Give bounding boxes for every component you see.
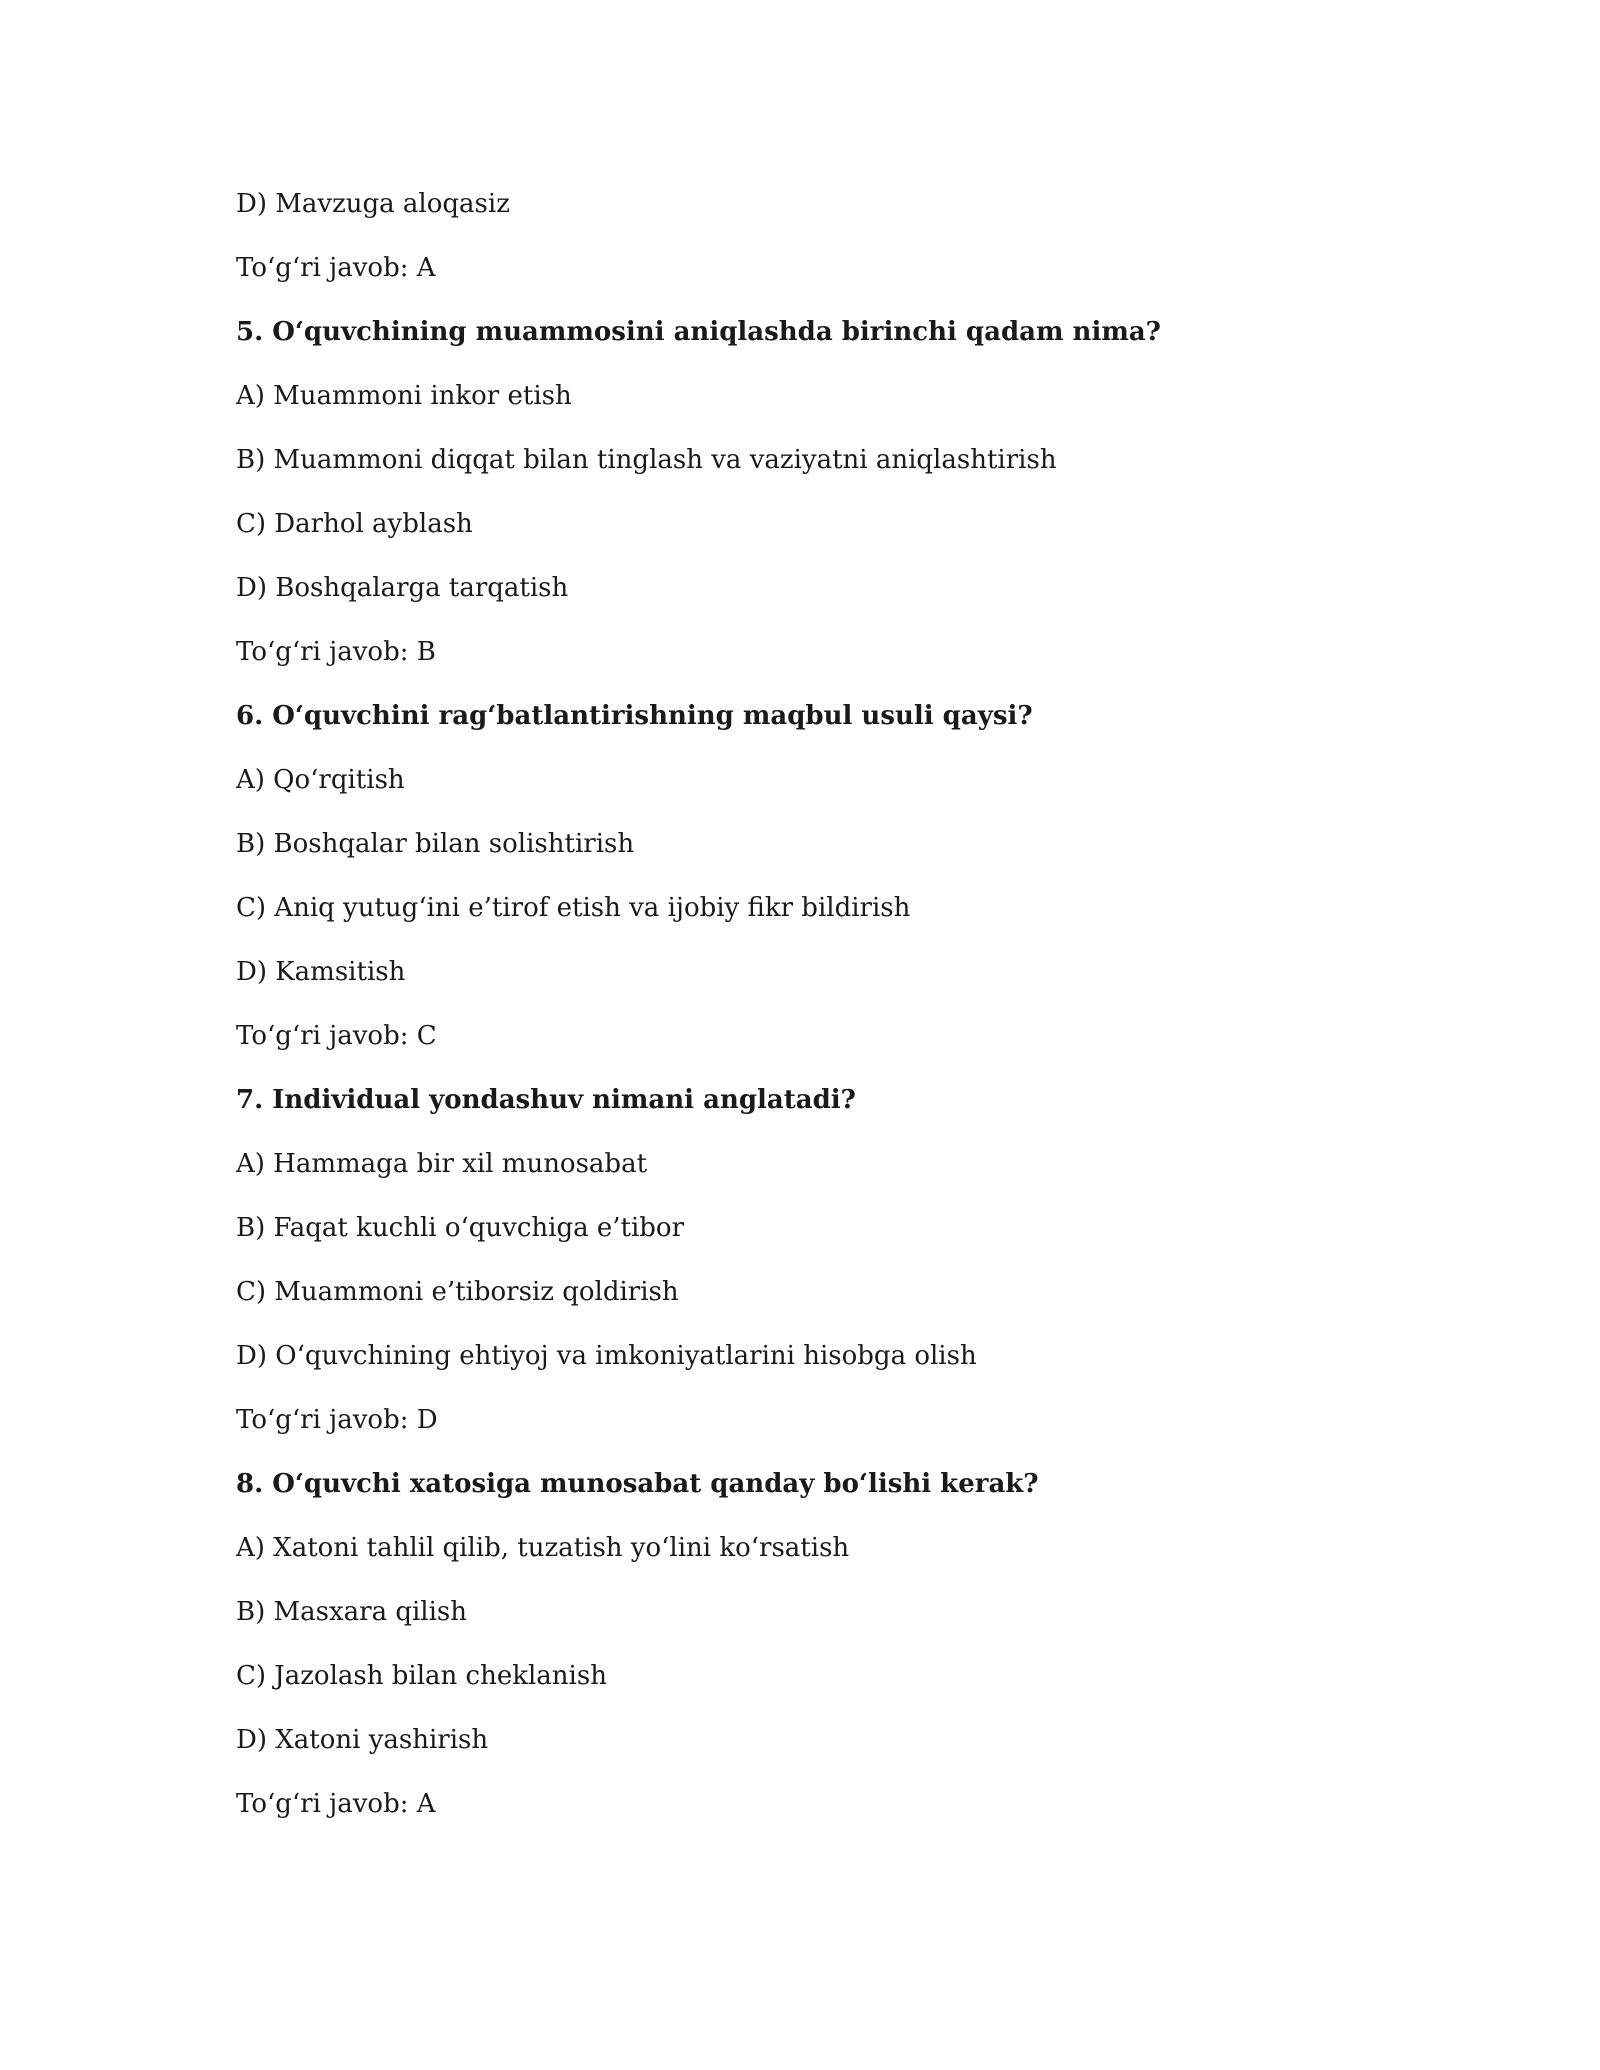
option-line: A) Qo‘rqitish [236, 765, 405, 795]
option-line: C) Aniq yutug‘ini e’tirof etish va ijobiy fikr bildirish [236, 893, 911, 923]
option-line: C) Jazolash bilan cheklanish [236, 1661, 607, 1691]
option-line: B) Masxara qilish [236, 1597, 468, 1627]
answer-line: To‘g‘ri javob: D [236, 1405, 438, 1435]
option-line: C) Muammoni e’tiborsiz qoldirish [236, 1277, 679, 1307]
question-heading: 8. O‘quvchi xatosiga munosabat qanday bo‘lishi kerak? [236, 1469, 1039, 1499]
option-line: B) Boshqalar bilan solishtirish [236, 829, 635, 859]
option-line: D) Xatoni yashirish [236, 1725, 489, 1755]
option-line: A) Hammaga bir xil munosabat [236, 1149, 648, 1179]
option-line: D) Mavzuga aloqasiz [236, 189, 510, 219]
question-heading: 7. Individual yondashuv nimani anglatadi? [236, 1085, 856, 1115]
question-heading: 6. O‘quvchini rag‘batlantirishning maqbul usuli qaysi? [236, 701, 1033, 731]
option-line: B) Muammoni diqqat bilan tinglash va vaziyatni aniqlashtirish [236, 445, 1057, 475]
answer-line: To‘g‘ri javob: A [236, 253, 436, 283]
option-line: A) Xatoni tahlil qilib, tuzatish yo‘lini ko‘rsatish [236, 1533, 850, 1563]
option-line: B) Faqat kuchli o‘quvchiga e’tibor [236, 1213, 685, 1243]
option-line: D) Kamsitish [236, 957, 406, 987]
option-line: A) Muammoni inkor etish [236, 381, 572, 411]
question-heading: 5. O‘quvchining muammosini aniqlashda birinchi qadam nima? [236, 317, 1161, 347]
answer-line: To‘g‘ri javob: C [236, 1021, 437, 1051]
option-line: C) Darhol ayblash [236, 509, 473, 539]
answer-line: To‘g‘ri javob: B [236, 637, 436, 667]
option-line: D) O‘quvchining ehtiyoj va imkoniyatlarini hisobga olish [236, 1341, 977, 1371]
option-line: D) Boshqalarga tarqatish [236, 573, 569, 603]
answer-line: To‘g‘ri javob: A [236, 1789, 436, 1819]
